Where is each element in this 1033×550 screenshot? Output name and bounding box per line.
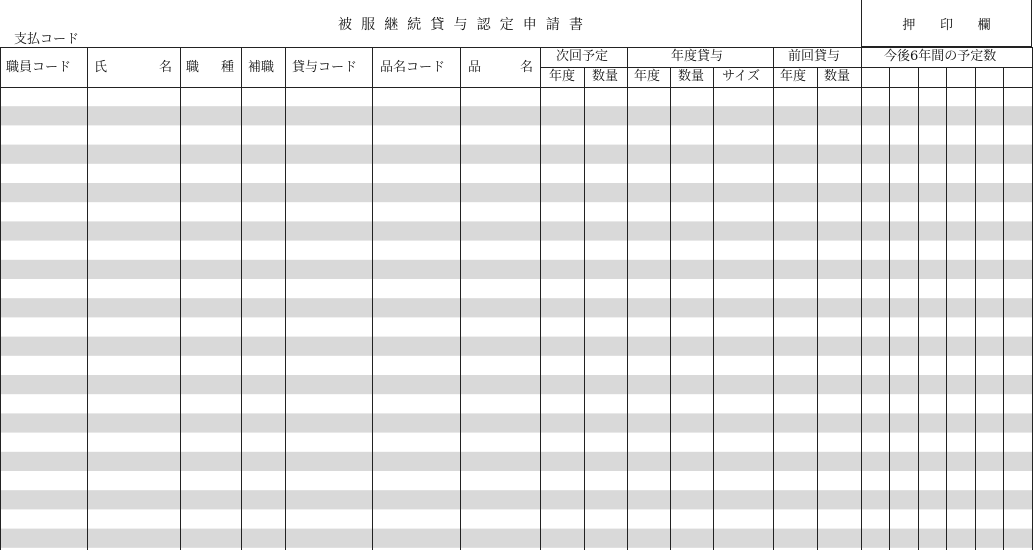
shaded-row [0, 106, 1033, 125]
header-name-1: 氏 [94, 60, 108, 75]
form-title: 被服継続貸与認定申請書 [338, 17, 593, 33]
shaded-row [0, 375, 1033, 394]
shaded-row [0, 183, 1033, 202]
header-job-type-1: 職 [186, 60, 200, 75]
header-item-code: 品名コード [380, 60, 446, 75]
stamp-box [861, 0, 1032, 47]
shaded-row [0, 413, 1033, 432]
row-shading [0, 106, 1033, 548]
subheader-loan-year: 年度 [634, 69, 661, 84]
header-six-year-plan: 今後6年間の予定数 [884, 49, 997, 64]
header-item-name-1: 品 [468, 60, 482, 75]
stamp-label-1: 押 [902, 17, 916, 33]
shaded-row [0, 260, 1033, 279]
shaded-row [0, 221, 1033, 240]
header-staff-code: 職員コード [6, 60, 72, 75]
shaded-row [0, 529, 1033, 548]
shaded-row [0, 145, 1033, 164]
subheader-next-year: 年度 [549, 69, 576, 84]
header-prev-loan: 前回貸与 [788, 49, 841, 64]
header-loan-code: 貸与コード [292, 60, 358, 75]
header-next-plan: 次回予定 [556, 49, 609, 64]
header-item-name-2: 名 [520, 60, 534, 75]
application-table [0, 47, 1033, 550]
shaded-row [0, 452, 1033, 471]
shaded-row [0, 490, 1033, 509]
subheader-loan-qty: 数量 [678, 69, 705, 84]
subheader-loan-size: サイズ [722, 69, 760, 84]
shaded-row [0, 337, 1033, 356]
shaded-row [0, 298, 1033, 317]
stamp-label-3: 欄 [977, 17, 991, 33]
subheader-next-qty: 数量 [592, 69, 619, 84]
header-name-2: 名 [159, 60, 173, 75]
stamp-label-2: 印 [939, 17, 953, 33]
header-year-loan: 年度貸与 [671, 49, 724, 64]
subheader-prev-year: 年度 [780, 69, 807, 84]
subheader-prev-qty: 数量 [824, 69, 851, 84]
pay-code-label: 支払コード [14, 32, 80, 47]
header-job-type-2: 種 [221, 60, 235, 75]
header-sub-job: 補職 [248, 60, 275, 75]
